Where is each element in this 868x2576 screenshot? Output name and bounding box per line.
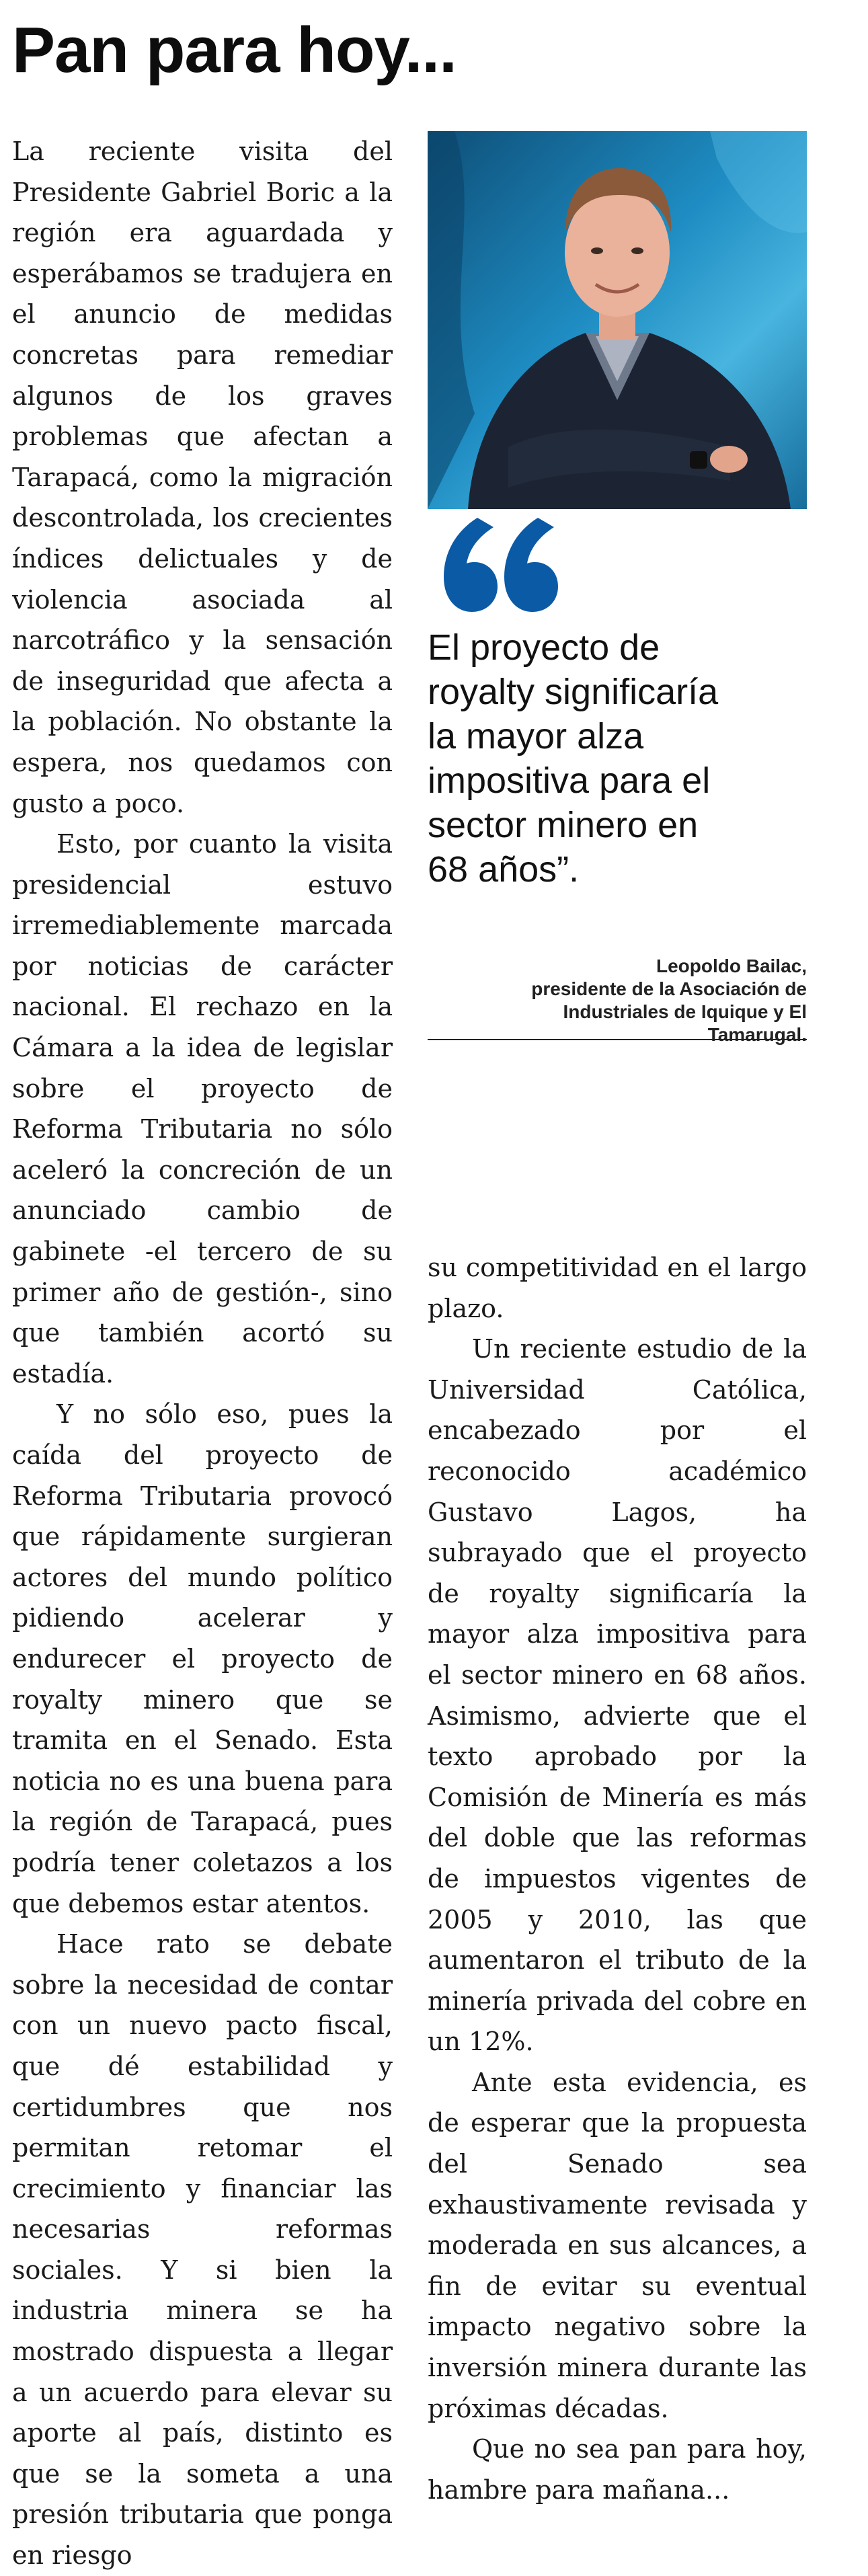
attribution-line: Tamarugal. xyxy=(707,1024,807,1045)
headline: Pan para hoy... xyxy=(12,14,457,86)
attribution-line: Leopoldo Bailac, xyxy=(656,955,807,976)
paragraph-7: Ante esta evidencia, es de esperar que la propuesta del Senado sea exhaustivamente revisada y moderada en sus alcances, a fin de evitar su eventual impacto negativo sobre la inversión minera durante las próximas décadas. xyxy=(428,2067,807,2423)
article-body-left-column xyxy=(12,131,393,2576)
paragraph-6: Un reciente estudio de la Universidad Católica, encabezado por el reconocido académico Gustavo Lagos, ha subrayado que el proyecto de royalty significaría la mayor alza impositiva para el sector minero en 68 años. Asimismo, advierte que el texto aprobado por la Comisión de Minería es más del doble que las reformas de impuestos vigentes de 2005 y 2010, las que aumentaron el tributo de la minería privada del cobre en un 12%. xyxy=(428,1334,807,2057)
author-portrait-illustration xyxy=(428,131,807,509)
quote-mark-right xyxy=(504,518,558,612)
quote-mark-left xyxy=(444,518,498,612)
article-body-right-column xyxy=(428,1247,807,2510)
section-divider xyxy=(428,1039,807,1040)
pullquote-line: sector minero en xyxy=(428,805,699,845)
pullquote-line: la mayor alza xyxy=(428,716,644,756)
pullquote-line: El proyecto de xyxy=(428,627,660,668)
pullquote-line: royalty significaría xyxy=(428,672,719,712)
paragraph-8: Que no sea pan para hoy, hambre para mañana... xyxy=(428,2434,807,2505)
author-photo xyxy=(428,131,807,509)
attribution-line: Industriales de Iquique y El xyxy=(563,1001,807,1022)
pullquote xyxy=(428,625,831,892)
paragraph-3: Y no sólo eso, pues la caída del proyecto de Reforma Tributaria provocó que rápidamente surgieran actores del mundo político pidiendo acelerar y endurecer el proyecto de royalty minero que se tramita en el Senado. Esta noticia no es una buena para la región de Tarapacá, pues podría tener coletazos a los que debemos estar atentos. xyxy=(12,1399,393,1918)
paragraph-4: Hace rato se debate sobre la necesidad de contar con un nuevo pacto fiscal, que dé estabilidad y certidumbres que nos permitan retomar el crecimiento y financiar las necesarias reformas sociales. Y si bien la industria minera se ha mostrado dispuesta a llegar a un acuerdo para elevar su aporte al país, distinto es que se la someta a una presión tributaria que ponga en riesgo xyxy=(12,1929,393,2571)
pullquote-attribution xyxy=(428,955,807,1046)
attribution-line: presidente de la Asociación de xyxy=(531,978,807,999)
pullquote-line: impositiva para el xyxy=(428,760,711,801)
paragraph-5: su competitividad en el largo plazo. xyxy=(428,1253,807,1323)
paragraph-1: La reciente visita del Presidente Gabriel Boric a la región era aguardada y esperábamos se tradujera en el anuncio de medidas concretas para remediar algunos de los graves problemas que afectan a Tarapacá, como la migración descontrolada, los crecientes índices delictuales y de violencia asociada al narcotráfico y la sensación de inseguridad que afecta a la población. No obstante la espera, nos quedamos con gusto a poco. xyxy=(12,136,393,818)
pullquote-line: 68 años”. xyxy=(428,849,580,890)
paragraph-2: Esto, por cuanto la visita presidencial estuvo irremediablemente marcada por noticias de carácter nacional. El rechazo en la Cámara a la idea de legislar sobre el proyecto de Reforma Tributaria no sólo aceleró la concreción de un anunciado cambio de gabinete -el tercero de su primer año de gestión-, sino que también acortó su estadía. xyxy=(12,829,393,1389)
opening-quote-icon xyxy=(437,511,565,619)
